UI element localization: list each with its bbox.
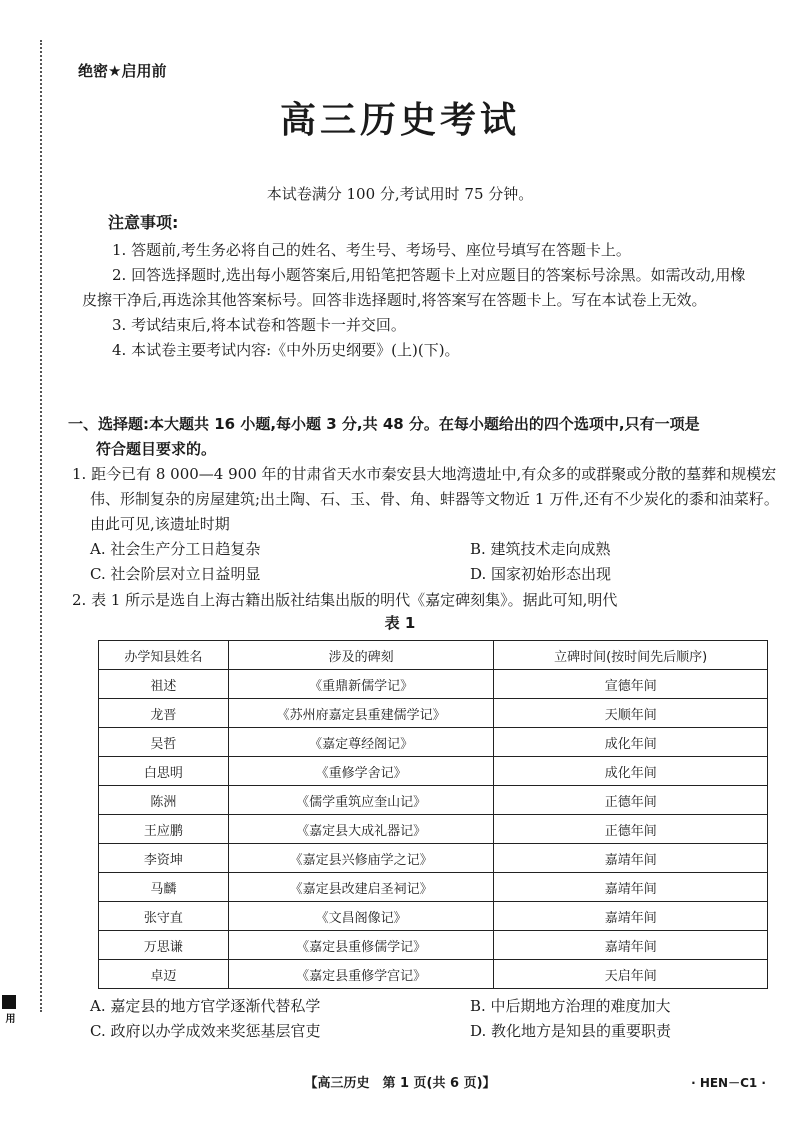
notice-list [82, 238, 752, 363]
cell-period: 成化年间 [494, 728, 768, 757]
notice-item: 1. 答题前,考生务必将自己的姓名、考生号、考场号、座位号填写在答题卡上。 [112, 241, 631, 259]
section-heading-line2: 符合题目要求的。 [96, 440, 217, 458]
option-d: D. 教化地方是知县的重要职责 [470, 1022, 672, 1040]
table-caption: 表 1 [384, 614, 416, 632]
cell-inscription: 《嘉定县重修学宫记》 [228, 960, 494, 989]
side-mark-text: 用 [3, 1013, 14, 1023]
notice-item: 3. 考试结束后,将本试卷和答题卡一并交回。 [112, 316, 406, 334]
cell-name: 祖述 [99, 670, 229, 699]
cell-name: 卓迈 [99, 960, 229, 989]
notice-item: 4. 本试卷主要考试内容:《中外历史纲要》(上)(下)。 [112, 341, 460, 359]
qr-code-icon [2, 995, 16, 1009]
cell-name: 吴哲 [99, 728, 229, 757]
cell-inscription: 《苏州府嘉定县重建儒学记》 [228, 699, 494, 728]
cell-period: 成化年间 [494, 757, 768, 786]
option-c: C. 政府以办学成效来奖惩基层官吏 [90, 1022, 321, 1040]
cell-period: 嘉靖年间 [494, 902, 768, 931]
cell-inscription: 《重修学舍记》 [228, 757, 494, 786]
table-row [99, 728, 768, 757]
table-row [99, 960, 768, 989]
page-title: 高三历史考试 [279, 100, 520, 141]
question-1 [72, 462, 784, 587]
cell-inscription: 《文昌阁像记》 [228, 902, 494, 931]
cell-period: 嘉靖年间 [494, 873, 768, 902]
cell-name: 王应鹏 [99, 815, 229, 844]
cell-inscription: 《嘉定县改建启圣祠记》 [228, 873, 494, 902]
table-row [99, 786, 768, 815]
cell-name: 马麟 [99, 873, 229, 902]
cell-name: 陈洲 [99, 786, 229, 815]
section-heading-line1: 一、选择题:本大题共 16 小题,每小题 3 分,共 48 分。在每小题给出的四个选项中,只有一项是 [68, 415, 700, 433]
cell-period: 宣德年间 [494, 670, 768, 699]
exam-info: 本试卷满分 100 分,考试用时 75 分钟。 [266, 185, 534, 203]
cell-period: 正德年间 [494, 815, 768, 844]
table-row [99, 670, 768, 699]
question-1-stem: 1. 距今已有 8 000—4 900 年的甘肃省天水市秦安县大地湾遗址中,有众多的或群聚或分散的墓葬和规模宏伟、形制复杂的房屋建筑;出土陶、石、玉、骨、角、蚌器等文物近 1 万件,还有不少炭化的黍和油菜籽。由此可见,该遗址时期 [72, 465, 779, 533]
notice-heading: 注意事项: [108, 213, 179, 232]
secret-label: 绝密★启用前 [78, 62, 167, 80]
cell-period: 天顺年间 [494, 699, 768, 728]
column-header: 立碑时间(按时间先后顺序) [494, 641, 768, 670]
cell-inscription: 《儒学重筑应奎山记》 [228, 786, 494, 815]
column-header: 办学知县姓名 [99, 641, 229, 670]
cell-inscription: 《嘉定县重修儒学记》 [228, 931, 494, 960]
paper-code: · HEN－C1 · [691, 1076, 766, 1090]
cell-inscription: 《嘉定县兴修庙学之记》 [228, 844, 494, 873]
table-row [99, 757, 768, 786]
cell-period: 正德年间 [494, 786, 768, 815]
question-2-options [90, 994, 790, 1044]
cell-inscription: 《嘉定尊经阁记》 [228, 728, 494, 757]
cell-period: 天启年间 [494, 960, 768, 989]
option-c: C. 社会阶层对立日益明显 [90, 565, 261, 583]
column-header: 涉及的碑刻 [228, 641, 494, 670]
option-b: B. 建筑技术走向成熟 [470, 540, 611, 558]
table-row [99, 699, 768, 728]
cell-name: 张守直 [99, 902, 229, 931]
notice-item: 2. 回答选择题时,选出每小题答案后,用铅笔把答题卡上对应题目的答案标号涂黑。如需改动,用橡皮擦干净后,再选涂其他答案标号。回答非选择题时,将答案写在答题卡上。写在本试卷上无效。 [82, 266, 746, 309]
side-qr-mark [2, 995, 18, 1075]
cell-name: 龙晋 [99, 699, 229, 728]
table-row [99, 902, 768, 931]
question-2-stem: 2. 表 1 所示是选自上海古籍出版社结集出版的明代《嘉定碑刻集》。据此可知,明代 [72, 591, 618, 609]
cell-name: 万思谦 [99, 931, 229, 960]
page-footer: 【高三历史 第 1 页(共 6 页)】 [304, 1076, 496, 1091]
cell-period: 嘉靖年间 [494, 844, 768, 873]
cell-name: 李资坤 [99, 844, 229, 873]
table-row [99, 844, 768, 873]
cell-period: 嘉靖年间 [494, 931, 768, 960]
cell-name: 白思明 [99, 757, 229, 786]
cell-inscription: 《嘉定县大成礼器记》 [228, 815, 494, 844]
option-a: A. 社会生产分工日趋复杂 [90, 540, 261, 558]
option-b: B. 中后期地方治理的难度加大 [470, 997, 671, 1015]
question-1-options [72, 537, 784, 587]
option-a: A. 嘉定县的地方官学逐渐代替私学 [90, 997, 321, 1015]
table-row [99, 873, 768, 902]
cell-inscription: 《重鼎新儒学记》 [228, 670, 494, 699]
table-header-row [99, 641, 768, 670]
option-d: D. 国家初始形态出现 [470, 565, 612, 583]
section-heading [68, 412, 780, 462]
data-table [98, 640, 768, 989]
table-row [99, 815, 768, 844]
table-row [99, 931, 768, 960]
